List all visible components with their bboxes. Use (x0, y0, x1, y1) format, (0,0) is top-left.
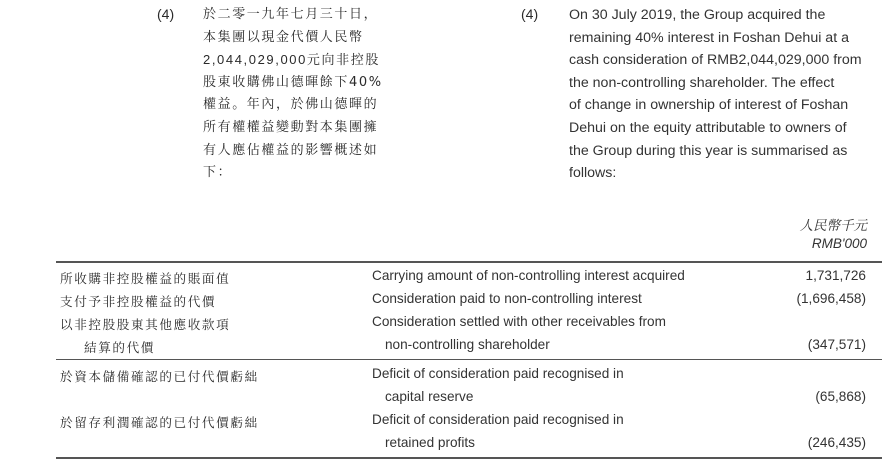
table-bottom-rule (56, 457, 882, 459)
table-top-rule (56, 261, 882, 263)
table-row-en-label-continued: non-controlling shareholder (385, 337, 550, 352)
table-row-zh-label-continued: 結算的代價 (84, 340, 155, 355)
zh-note-line: 本集團以現金代價人民幣 (203, 29, 364, 45)
table-row-value: (246,435) (807, 435, 866, 450)
table-row-zh-label: 於資本儲備確認的已付代價虧絀 (60, 369, 259, 384)
currency-header-zh: 人民幣千元 (799, 218, 867, 233)
table-row-en-label-continued: retained profits (385, 435, 475, 450)
table-row-value: (1,696,458) (796, 291, 866, 306)
en-note-line: the non-controlling shareholder. The effect (569, 74, 835, 91)
zh-note-line: 於二零一九年七月三十日， (203, 7, 379, 22)
table-row-en-label: Deficit of consideration paid recognised in (372, 366, 624, 381)
table-row-value: (65,868) (815, 389, 866, 404)
table-row-value: (347,571) (807, 337, 866, 352)
table-row-zh-label: 以非控股股東其他應收款項 (60, 317, 231, 332)
zh-note-line: 下： (203, 165, 233, 181)
table-row-en-label: Consideration paid to non-controlling interest (372, 291, 642, 306)
table-row-value: 1,731,726 (805, 268, 866, 283)
en-note-line: follows: (569, 165, 617, 182)
currency-header-en: RMB'000 (811, 236, 867, 251)
en-note-marker: (4) (521, 6, 539, 22)
zh-note-marker: (4) (157, 6, 175, 22)
table-mid-rule (56, 359, 882, 360)
zh-note-line: 股東收購佛山德暉餘下40% (203, 74, 383, 90)
zh-note-line: 所有權權益變動對本集團擁 (203, 119, 379, 135)
en-note-line: On 30 July 2019, the Group acquired the (569, 7, 826, 23)
zh-note-paragraph (203, 4, 393, 185)
table-row-zh-label: 支付予非控股權益的代價 (60, 294, 217, 309)
en-note-paragraph (569, 4, 881, 185)
zh-note-line: 2,044,029,000元向非控股 (203, 52, 380, 68)
table-row-en-label: Deficit of consideration paid recognised in (372, 412, 624, 427)
table-row-zh-label: 所收購非控股權益的賬面值 (60, 271, 231, 286)
table-row-en-label-continued: capital reserve (385, 389, 474, 404)
table-row-en-label: Consideration settled with other receivables from (372, 314, 666, 329)
zh-note-line: 權益。年內，於佛山德暉的 (203, 97, 379, 113)
en-note-line: Dehui on the equity attributable to owners of (569, 119, 847, 136)
en-note-line: cash consideration of RMB2,044,029,000 from (569, 52, 862, 69)
zh-note-line: 有人應佔權益的影響概述如 (203, 142, 379, 158)
en-note-line: the Group during this year is summarised as (569, 142, 848, 159)
en-note-line: remaining 40% interest in Foshan Dehui at a (569, 29, 849, 46)
table-row-en-label: Carrying amount of non-controlling interest acquired (372, 268, 685, 283)
table-row-zh-label: 於留存利潤確認的已付代價虧絀 (60, 415, 259, 430)
en-note-line: of change in ownership of interest of Foshan (569, 97, 849, 114)
